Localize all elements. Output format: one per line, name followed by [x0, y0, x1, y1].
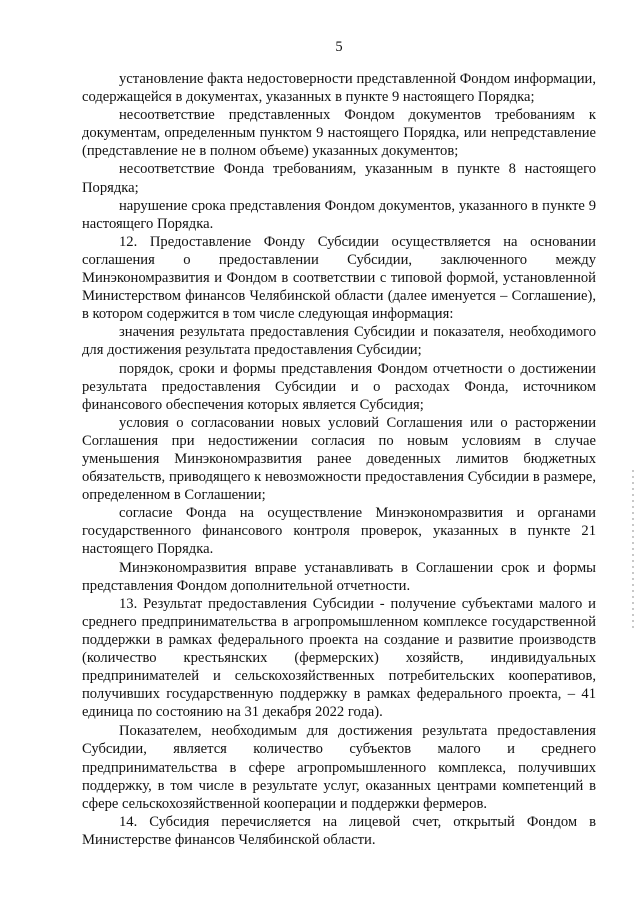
paragraph-item-14: 14. Субсидия перечисляется на лицевой счет, открытый Фондом в Министерстве финансов Челябинской области.	[82, 813, 596, 848]
paragraph-result-values: значения результата предоставления Субсидии и показателя, необходимого для достижения результата предоставления Субсидии;	[82, 324, 596, 359]
paragraph-unreliable-info: установление факта недостоверности представленной Фондом информации, содержащейся в документах, указанных в пункте 9 настоящего Порядка;	[82, 71, 596, 106]
paragraph-agreement-conditions: условия о согласовании новых условий Соглашения или о расторжении Соглашения при недостижении согласия по новым условиям в случае уменьшения Минэкономразвития ранее доведенных лимитов бюджетных обязательств, приводящего к невозможности предоставления Субсидии в размере, определенном в Соглашении;	[82, 414, 596, 504]
page-number: 5	[335, 39, 343, 55]
scan-margin-mark	[632, 470, 634, 630]
paragraph-reporting-order: порядок, сроки и формы представления Фондом отчетности о достижении результата предоставления Субсидии и о расходах Фонда, источником финансового обеспечения которых является Субсидия;	[82, 360, 596, 413]
paragraph-deadline-violation: нарушение срока представления Фондом документов, указанного в пункте 9 настоящего Порядка.	[82, 197, 596, 232]
paragraph-documents-mismatch: несоответствие представленных Фондом документов требованиям к документам, определенным пунктом 9 настоящего Порядка, или непредставление (представление не в полном объеме) указанных документов;	[82, 107, 596, 160]
paragraph-item-13: 13. Результат предоставления Субсидии - получение субъектами малого и среднего предпринимательства в агропромышленном комплексе государственной поддержки в рамках федерального проекта на создание и развитие производств (количество крестьянских (фермерских) хозяйств, индивидуальных предпринимателей и сельскохозяйственных потребительских кооперативов, получивших государственную поддержку в рамках федерального проекта, – 41 единица по состоянию на 31 декабря 2022 года).	[82, 595, 596, 721]
paragraph-additional-reporting: Минэкономразвития вправе устанавливать в Соглашении срок и формы представления Фондом дополнительной отчетности.	[82, 559, 596, 594]
paragraph-indicator: Показателем, необходимым для достижения результата предоставления Субсидии, является количество субъектов малого и среднего предпринимательства в сфере агропромышленного комплекса, получивших поддержку, в том числе в результате услуг, оказанных центрами компетенций в сфере сельскохозяйственной кооперации и поддержки фермеров.	[82, 723, 596, 812]
paragraph-inspection-consent: согласие Фонда на осуществление Минэкономразвития и органами государственного финансового контроля проверок, указанных в пункте 21 настоящего Порядка.	[82, 505, 596, 558]
paragraph-item-12: 12. Предоставление Фонду Субсидии осуществляется на основании соглашения о предоставлении Субсидии, заключенного между Минэкономразвития и Фондом в соответствии с типовой формой, установленной Министерством финансов Челябинской области (далее именуется – Соглашение), в котором содержится в том числе следующая информация:	[82, 233, 596, 323]
paragraph-fund-mismatch: несоответствие Фонда требованиям, указанным в пункте 8 настоящего Порядка;	[82, 161, 596, 196]
